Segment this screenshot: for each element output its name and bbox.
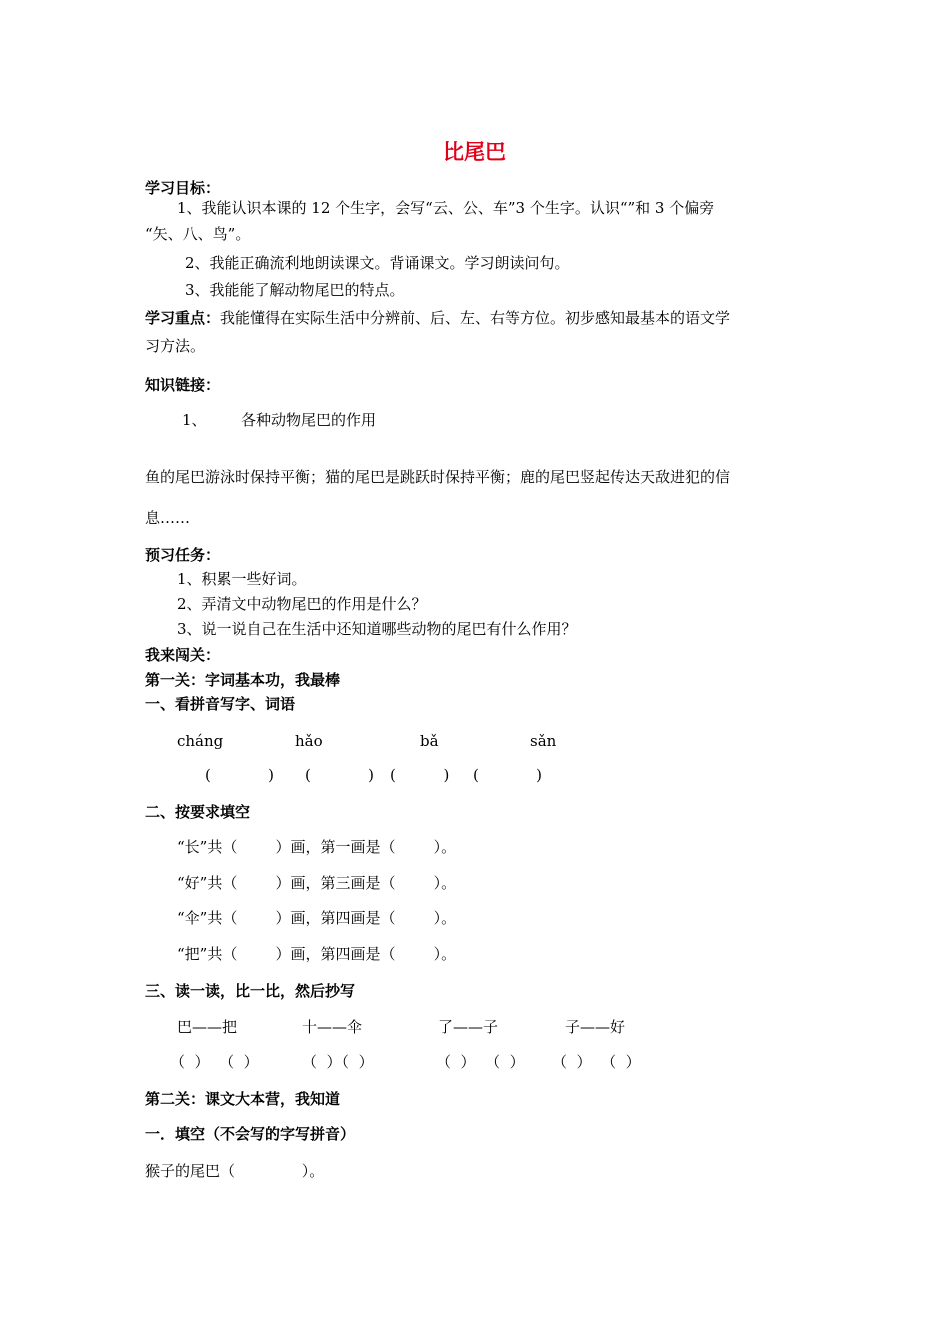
preview-item-2: 2、弄清文中动物尾巴的作用是什么？ [177, 595, 427, 613]
fill-row-3: “伞”共（ ）画，第四画是（ ）。 [177, 909, 457, 927]
knowledge-heading: 知识链接： [145, 376, 221, 394]
page-title: 比尾巴 [443, 140, 506, 164]
section-3-heading: 三、读一读，比一比，然后抄写 [145, 982, 356, 1000]
pair-blanks-1: （ ） （ ） [170, 1053, 259, 1071]
objective-2: 2、我能正确流利地朗读课文。背诵课文。学习朗读问句。 [185, 254, 570, 272]
section-4-heading: 一．填空（不会写的字写拼音） [145, 1125, 356, 1143]
focus-heading: 学习重点： [145, 309, 221, 327]
pair-blanks-3: （ ） （ ） [436, 1053, 525, 1071]
pinyin-2: hǎo [295, 732, 323, 750]
level-1-heading: 第一关：字词基本功，我最棒 [145, 671, 341, 689]
fill-row-2: “好”共（ ）画，第三画是（ ）。 [177, 874, 457, 892]
focus-line-1: 我能懂得在实际生活中分辨前、后、左、右等方位。初步感知最基本的语文学 [220, 309, 731, 327]
challenge-heading: 我来闯关： [145, 646, 221, 664]
pair-blanks-2: （ ）（ ） [302, 1053, 374, 1071]
fill-blank-monkey-tail: 猴子的尾巴（ ）。 [145, 1162, 325, 1180]
knowledge-para-line-1: 鱼的尾巴游泳时保持平衡；猫的尾巴是跳跃时保持平衡；鹿的尾巴竖起传达天敌进犯的信 [145, 468, 731, 486]
pair-blanks-4: （ ） （ ） [552, 1053, 641, 1071]
section-1-heading: 一、看拼音写字、词语 [145, 695, 296, 713]
preview-item-1: 1、积累一些好词。 [177, 570, 307, 588]
preview-item-3: 3、说一说自己在生活中还知道哪些动物的尾巴有什么作用？ [177, 620, 577, 638]
focus-paragraph [145, 308, 730, 328]
answer-blank-3: ( ) [390, 766, 450, 784]
section-2-heading: 二、按要求填空 [145, 803, 251, 821]
objective-3: 3、我能能了解动物尾巴的特点。 [185, 281, 405, 299]
objectives-heading: 学习目标： [145, 179, 221, 197]
objective-1-line-2: “矢、八、鸟”。 [145, 225, 251, 243]
answer-blank-1: ( ) [205, 766, 274, 784]
preview-heading: 预习任务： [145, 546, 221, 564]
pair-4: 子——好 [565, 1018, 626, 1036]
objective-1-line-1: 1、我能认识本课的 12 个生字，会写“云、公、车”3 个生字。认识“”和 3 个偏旁 [177, 199, 715, 217]
pair-2: 十——伞 [302, 1018, 363, 1036]
knowledge-item-number: 1、 [182, 411, 207, 429]
knowledge-para-line-2: 息…… [145, 509, 191, 527]
knowledge-item-text: 各种动物尾巴的作用 [241, 411, 377, 429]
focus-line-2: 习方法。 [145, 337, 206, 355]
pinyin-4: sǎn [530, 732, 557, 750]
level-2-heading: 第二关：课文大本营，我知道 [145, 1090, 341, 1108]
pinyin-1: cháng [177, 732, 224, 750]
fill-row-1: “长”共（ ）画，第一画是（ ）。 [177, 838, 457, 856]
pair-3: 了——子 [438, 1018, 499, 1036]
answer-blank-2: ( ) [305, 766, 374, 784]
pinyin-3: bǎ [420, 732, 439, 750]
fill-row-4: “把”共（ ）画，第四画是（ ）。 [177, 945, 457, 963]
pair-1: 巴——把 [177, 1018, 238, 1036]
answer-blank-4: ( ) [473, 766, 542, 784]
